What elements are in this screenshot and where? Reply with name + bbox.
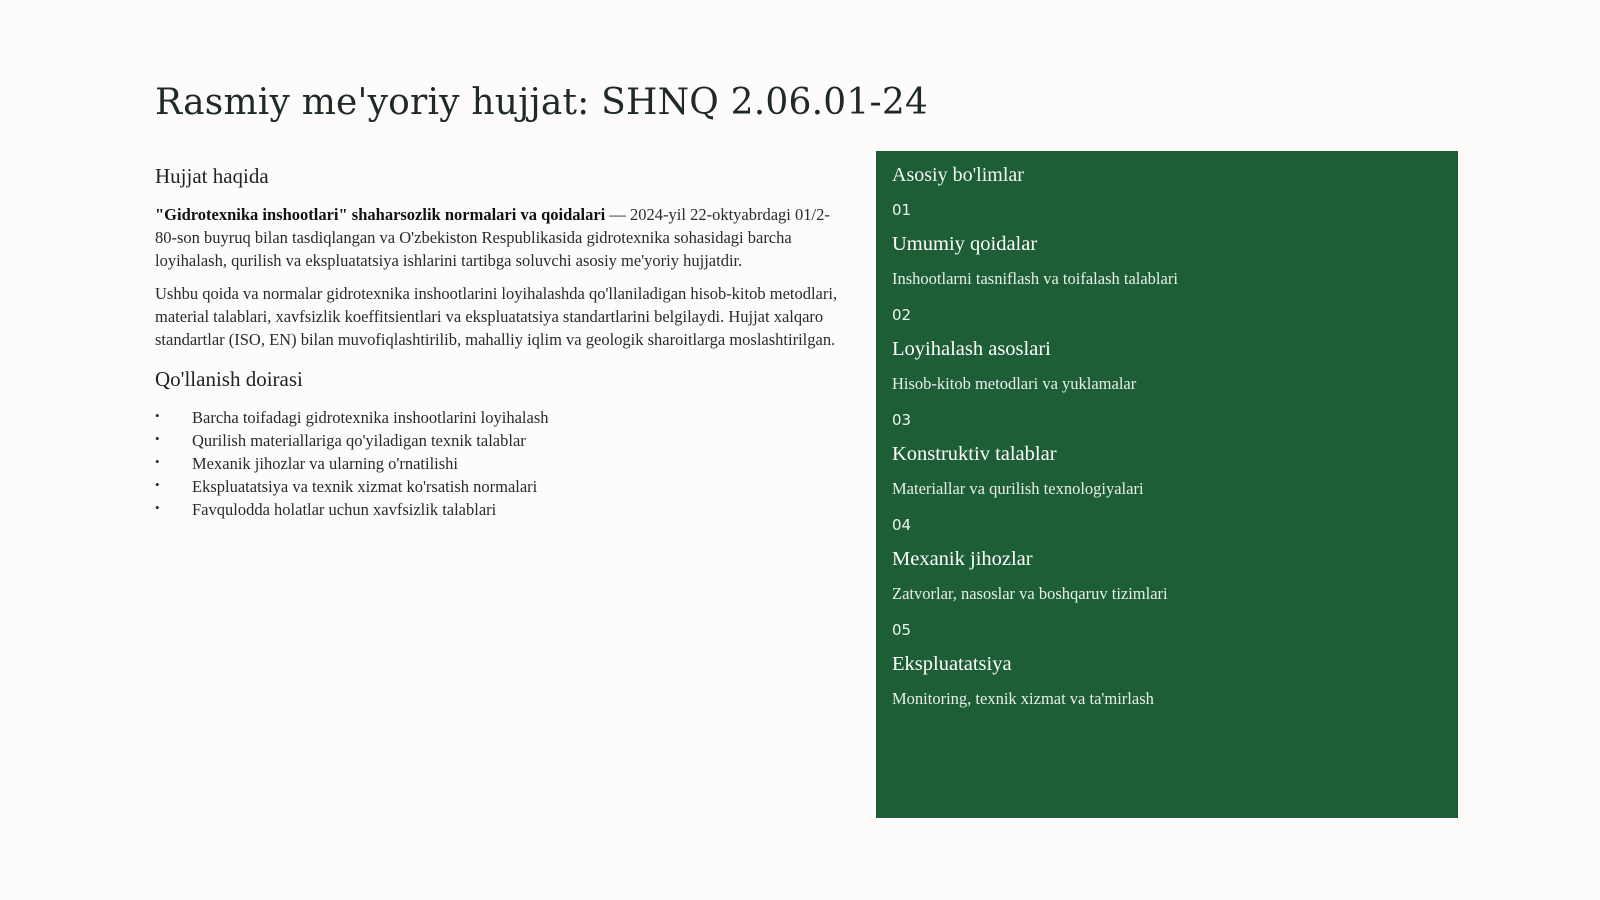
scope-item-text: Favqulodda holatlar uchun xavfsizlik talablari xyxy=(192,500,497,519)
bullet-icon: • xyxy=(155,431,160,446)
scope-list-item xyxy=(155,429,845,452)
scope-list-item xyxy=(155,406,845,429)
section-number: 04 xyxy=(892,516,912,534)
section-number: 05 xyxy=(892,621,912,639)
section-item xyxy=(892,516,1442,621)
scope-list-item xyxy=(155,452,845,475)
section-description: Zatvorlar, nasoslar va boshqaruv tizimlari xyxy=(892,584,1168,603)
scope-item-text: Qurilish materiallariga qo'yiladigan texnik talablar xyxy=(192,431,526,450)
section-description: Hisob-kitob metodlari va yuklamalar xyxy=(892,374,1137,393)
scope-heading: Qo'llanish doirasi xyxy=(155,367,303,391)
bullet-icon: • xyxy=(155,500,160,515)
scope-list-item xyxy=(155,475,845,498)
section-number: 02 xyxy=(892,306,912,324)
bullet-icon: • xyxy=(155,454,160,469)
section-number: 01 xyxy=(892,201,912,219)
sections-panel xyxy=(876,151,1458,818)
about-heading: Hujjat haqida xyxy=(155,164,269,188)
section-item xyxy=(892,621,1442,726)
section-item xyxy=(892,411,1442,516)
scope-list-item xyxy=(155,498,845,521)
about-paragraph-1-text: — 2024-yil 22-oktyabrdagi 01/2-80-son buyruq bilan tasdiqlangan va O'zbekiston Respublikasida gidrotexnika sohasidagi barcha loyihalash, qurilish va ekspluatatsiya ishlarini tartibga soluvchi asosiy me'yoriy hujjatdir. xyxy=(155,205,830,270)
scope-item-text: Mexanik jihozlar va ularning o'rnatilishi xyxy=(192,454,458,473)
section-number: 03 xyxy=(892,411,912,429)
about-column xyxy=(155,164,845,521)
section-title: Ekspluatatsiya xyxy=(892,653,1012,675)
section-title: Loyihalash asoslari xyxy=(892,338,1051,360)
scope-list xyxy=(155,406,845,521)
section-item xyxy=(892,306,1442,411)
section-title: Mexanik jihozlar xyxy=(892,548,1033,570)
about-paragraph-1 xyxy=(155,203,845,272)
page-title: Rasmiy me'yoriy hujjat: SHNQ 2.06.01-24 xyxy=(155,82,929,123)
section-title: Umumiy qoidalar xyxy=(892,233,1038,255)
sections-heading: Asosiy bo'limlar xyxy=(892,164,1024,186)
scope-item-text: Barcha toifadagi gidrotexnika inshootlarini loyihalash xyxy=(192,408,549,427)
scope-item-text: Ekspluatatsiya va texnik xizmat ko'rsatish normalari xyxy=(192,477,538,496)
section-description: Inshootlarni tasniflash va toifalash talablari xyxy=(892,269,1178,288)
section-item xyxy=(892,201,1442,306)
section-description: Materiallar va qurilish texnologiyalari xyxy=(892,479,1144,498)
section-description: Monitoring, texnik xizmat va ta'mirlash xyxy=(892,689,1154,708)
document-name: "Gidrotexnika inshootlari" shaharsozlik normalari va qoidalari xyxy=(155,205,606,224)
section-title: Konstruktiv talablar xyxy=(892,443,1057,465)
bullet-icon: • xyxy=(155,477,160,492)
about-paragraph-2: Ushbu qoida va normalar gidrotexnika inshootlarini loyihalashda qo'llaniladigan hisob-kitob metodlari, material talablari, xavfsizlik koeffitsientlari va ekspluatatsiya standartlarini belgilaydi. Hujjat xalqaro standartlar (ISO, EN) bilan muvofiqlashtirilib, mahalliy iqlim va geologik sharoitlarga moslashtirilgan. xyxy=(155,284,838,349)
bullet-icon: • xyxy=(155,408,160,423)
